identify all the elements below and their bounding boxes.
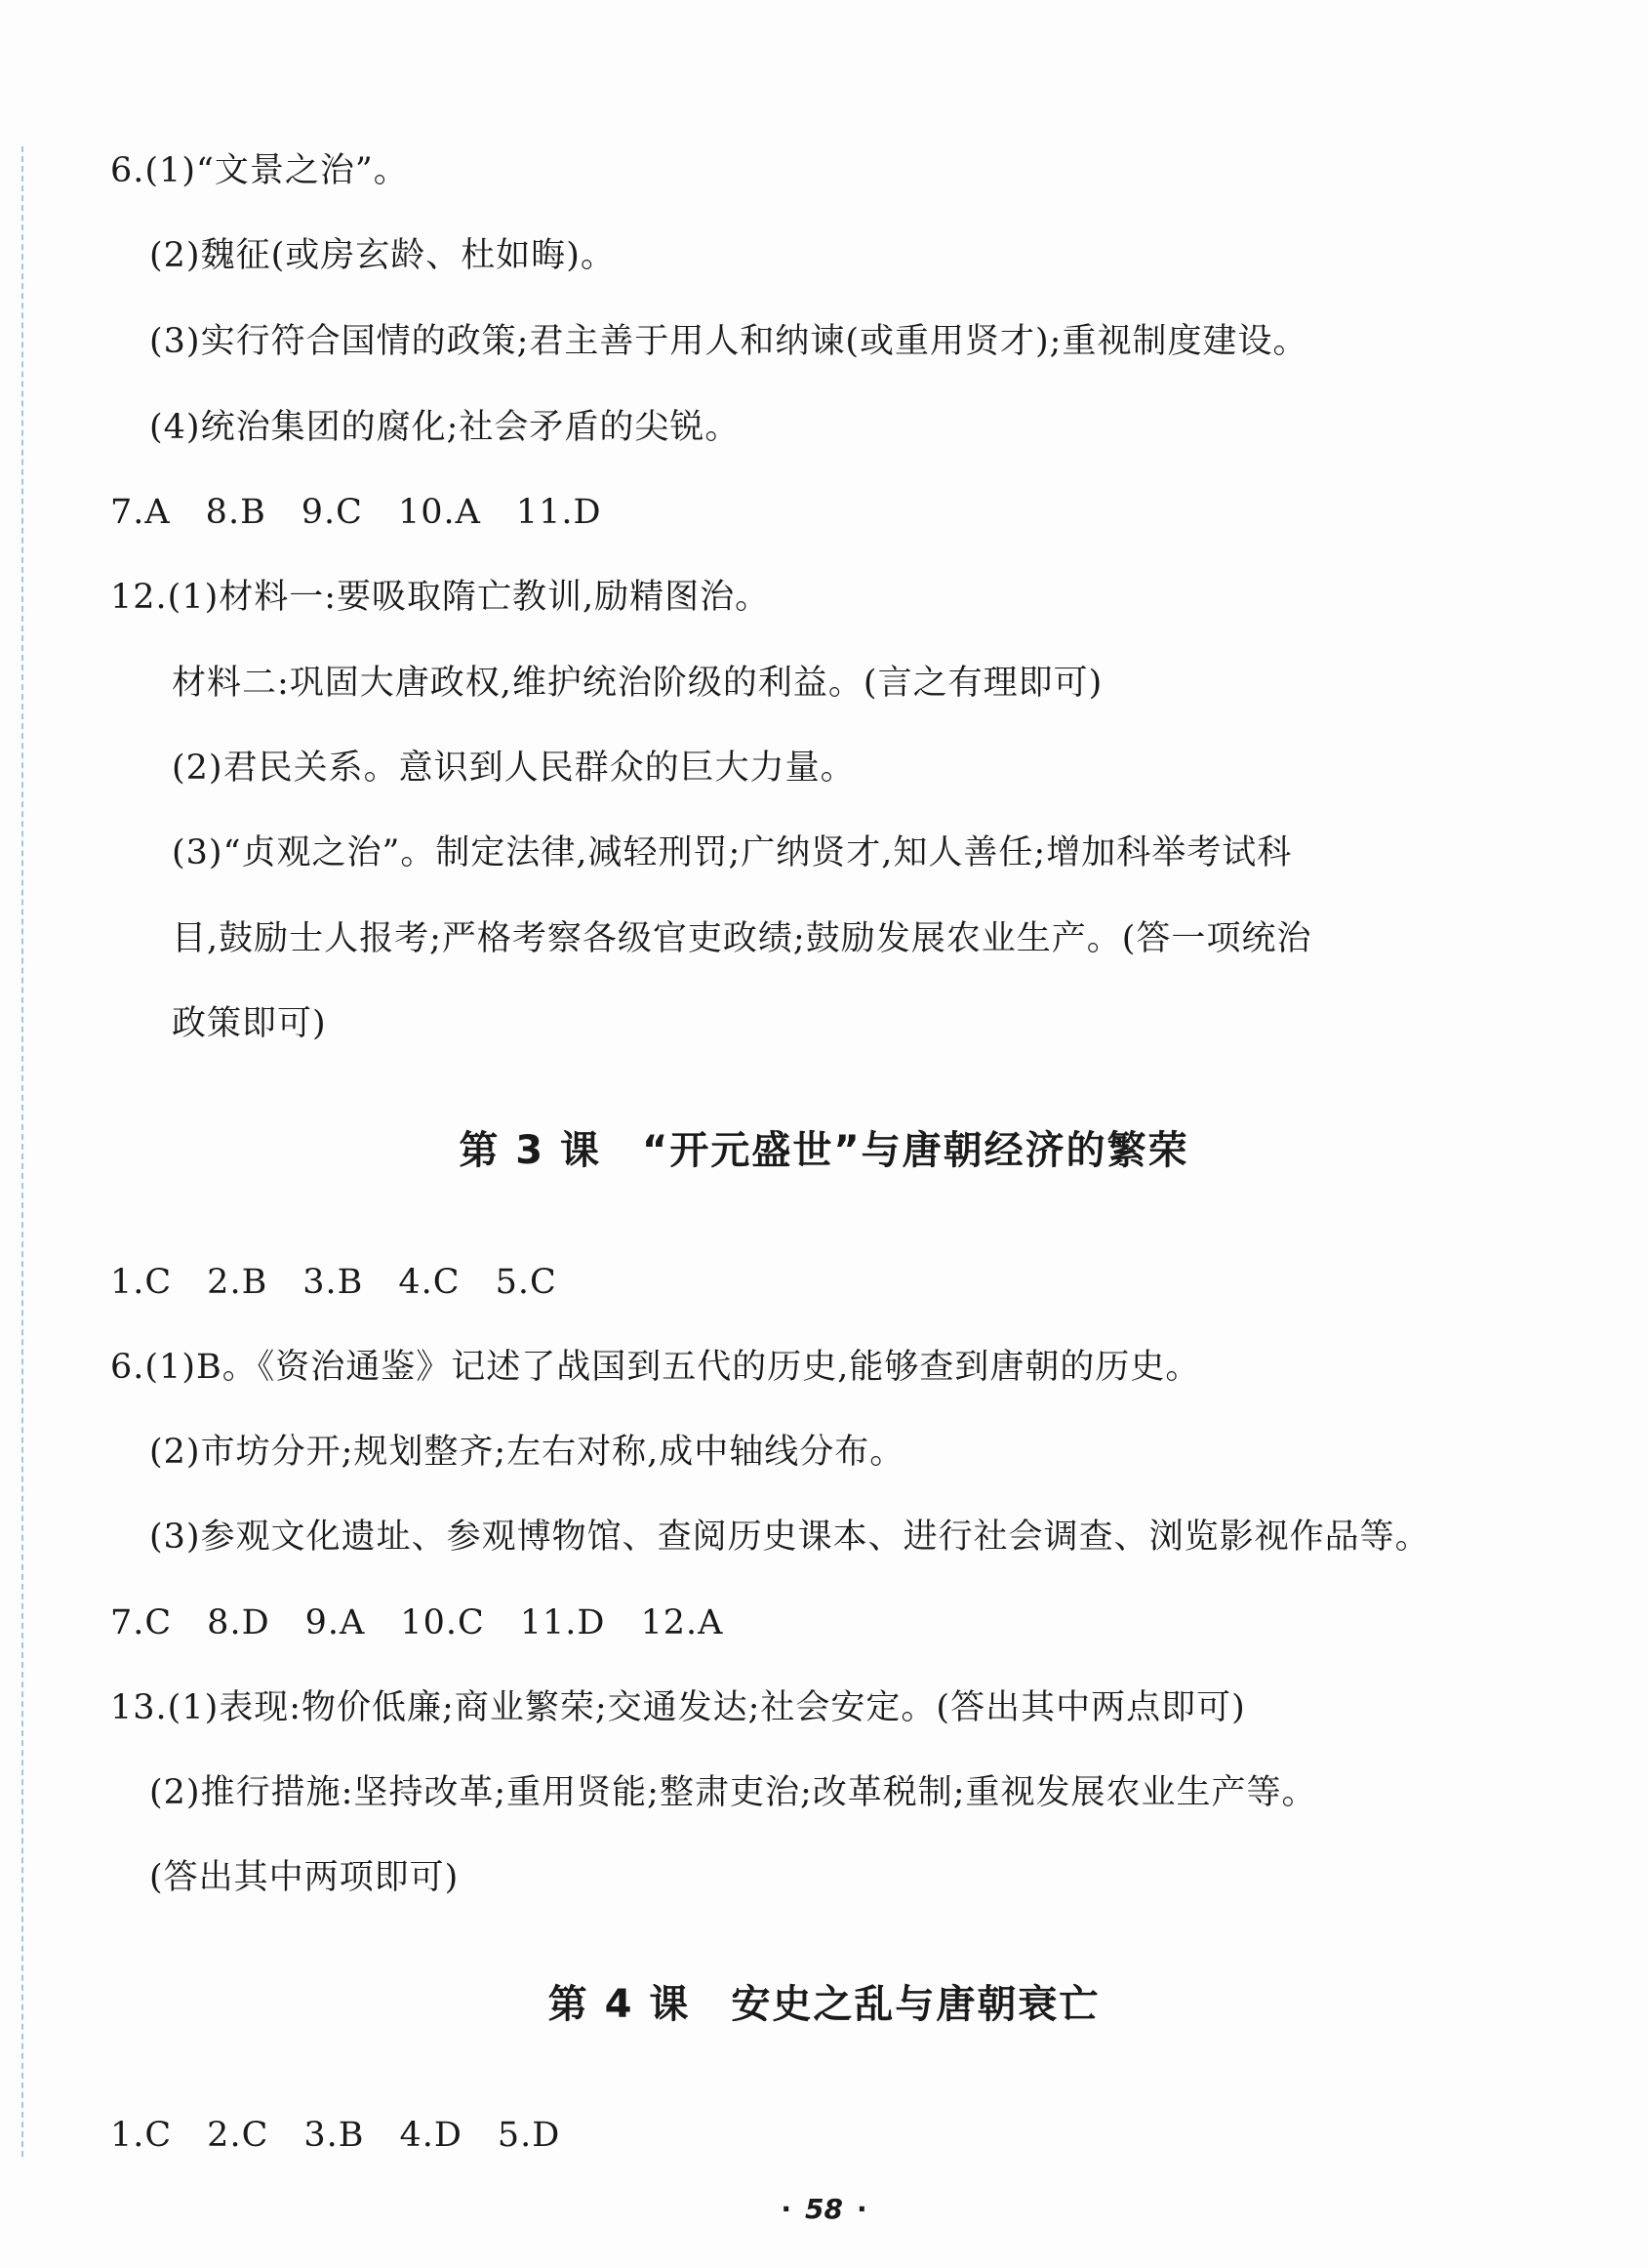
answer-line: (3)参观文化遗址、参观博物馆、查阅历史课本、进行社会调查、浏览影视作品等。 [149,1518,1430,1557]
answer-line: 1.C 2.C 3.B 4.D 5.D [110,2116,561,2155]
page-number-dot-left: · [781,2193,792,2225]
answer-line: (2)君民关系。意识到人民群众的巨大力量。 [172,749,856,788]
answer-line: 6.(1)B。《资治通鉴》记述了战国到五代的历史,能够查到唐朝的历史。 [110,1348,1201,1387]
answer-line: (2)魏征(或房玄龄、杜如晦)。 [149,236,616,275]
lesson-3-title: 第 3 课 “开元盛世”与唐朝经济的繁荣 [459,1128,1189,1173]
answer-line: 7.A 8.B 9.C 10.A 11.D [110,493,602,532]
answer-line: (3)“贞观之治”。制定法律,减轻刑罚;广纳贤才,知人善任;增加科举考试科 [172,833,1293,872]
lesson-4-title: 第 4 课 安史之乱与唐朝衰亡 [547,1982,1101,2027]
answer-line: 材料二:巩固大唐政权,维护统治阶级的利益。(言之有理即可) [172,664,1104,703]
page-number-dot-right: · [856,2193,867,2225]
answer-line: 7.C 8.D 9.A 10.C 11.D 12.A [110,1603,724,1642]
answer-line: 13.(1)表现:物价低廉;商业繁荣;交通发达;社会安定。(答出其中两点即可) [110,1688,1246,1727]
page-number [0,2192,1648,2227]
answer-line: (2)推行措施:坚持改革;重用贤能;整肃吏治;改革税制;重视发展农业生产等。 [149,1773,1317,1812]
answer-line: (4)统治集团的腐化;社会矛盾的尖锐。 [149,408,741,447]
answer-line: 目,鼓励士人报考;严格考察各级官吏政绩;鼓励发展农业生产。(答一项统治 [172,919,1312,958]
answer-line: (3)实行符合国情的政策;君主善于用人和纳谏(或重用贤才);重视制度建设。 [149,322,1308,361]
answer-line: 12.(1)材料一:要吸取隋亡教训,励精图治。 [110,578,771,617]
answer-line: (2)市坊分开;规划整齐;左右对称,成中轴线分布。 [149,1433,905,1472]
answer-line: (答出其中两项即可) [149,1858,460,1897]
page-number-value: 58 [805,2193,843,2225]
answer-line: 政策即可) [172,1004,327,1043]
answer-line: 1.C 2.B 3.B 4.C 5.C [110,1263,557,1302]
answer-line: 6.(1)“文景之治”。 [110,151,409,190]
